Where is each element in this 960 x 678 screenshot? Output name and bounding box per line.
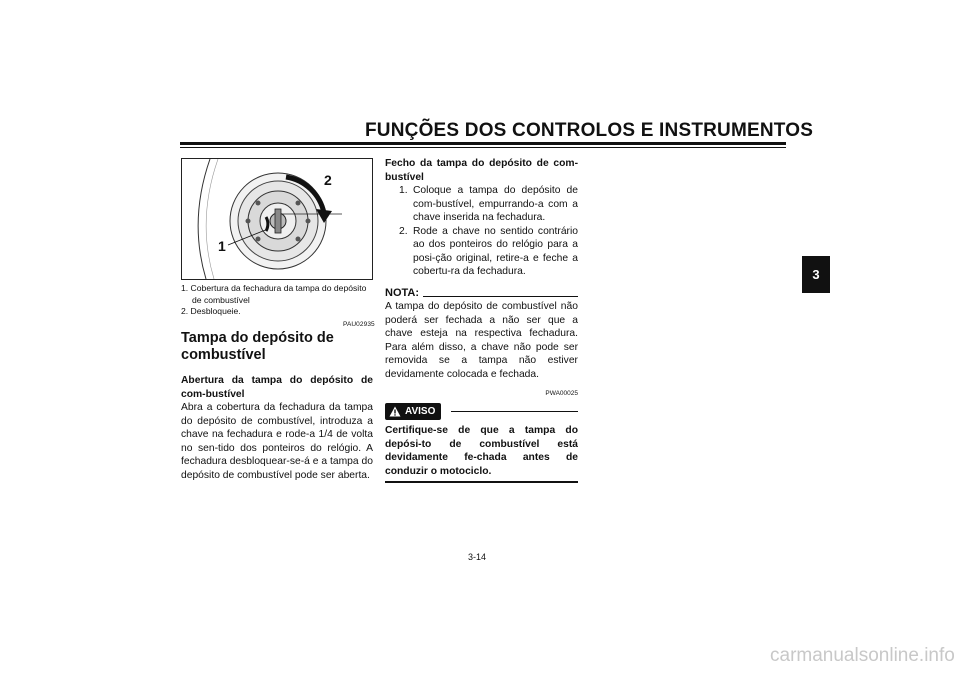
caption-item: 2. Desbloqueie. <box>181 306 241 316</box>
warning-label: AVISO <box>405 405 436 417</box>
chapter-tab: 3 <box>802 256 830 293</box>
step-item <box>385 225 578 279</box>
callout-2: 2 <box>324 172 332 188</box>
step-number: 1. <box>399 185 408 196</box>
note-text: A tampa do depósito de combustível não poderá ser fechada a não ser que a chave esteja na respectiva fechadura. Para além disso, a chave não pode ser removida se a tampa não estiver devidamente colocada e fechada. <box>385 301 578 380</box>
warning-text: Certifique-se de que a tampa do depósi-to de combustível está devidamente fe-chada antes de conduzir o motociclo. <box>385 425 578 477</box>
caption-item: 1. Cobertura da fechadura da tampa do depósito de combustível <box>181 283 367 305</box>
note-header <box>385 287 578 301</box>
page-number: 3-14 <box>468 552 487 562</box>
fuel-cap-illustration <box>182 159 372 279</box>
closing-subhead: Fecho da tampa do depósito de com-bustível <box>385 158 578 183</box>
header-rule-thin <box>180 147 786 148</box>
warning-header <box>385 403 578 421</box>
fuel-cap-figure <box>181 158 373 280</box>
warning-badge <box>385 403 441 421</box>
figure-caption <box>181 283 373 318</box>
warning-code: PWA00025 <box>545 390 578 397</box>
right-column <box>385 157 578 483</box>
step-text: Rode a chave no sentido contrário ao dos ponteiros do relógio para a posi-ção original, retire-a e feche a cobertu-ra da fechadura. <box>413 225 578 277</box>
note-label: NOTA: <box>385 286 420 299</box>
step-item <box>385 184 578 225</box>
section-title: Tampa do depósito de combustível <box>181 330 334 363</box>
left-column <box>181 374 373 482</box>
page-header-title: FUNÇÕES DOS CONTROLOS E INSTRUMENTOS <box>365 120 814 141</box>
warning-rule <box>451 411 578 412</box>
opening-subhead: Abertura da tampa do depósito de com-bustível <box>181 375 373 400</box>
closing-steps <box>385 184 578 279</box>
warning-triangle-icon <box>389 406 401 417</box>
warning-end-rule <box>385 481 578 483</box>
callout-1: 1 <box>218 238 226 254</box>
step-number: 2. <box>399 225 408 237</box>
note-rule <box>423 296 578 297</box>
section-code: PAU02935 <box>343 321 375 328</box>
header-rule <box>180 142 786 145</box>
opening-paragraph: Abra a cobertura da fechadura da tampa do depósito de combustível, introduza a chave na fechadura e rode-a 1/4 de volta no sen-tido dos ponteiros do relógio. A fechadura desbloquear-se-á e a tampa do depósito de combustível pode ser aberta. <box>181 402 373 481</box>
watermark: carmanualsonline.info <box>770 645 955 666</box>
step-text: Coloque a tampa do depósito de com-bustível, empurrando-a com a chave inserida na fechadura. <box>413 185 578 223</box>
